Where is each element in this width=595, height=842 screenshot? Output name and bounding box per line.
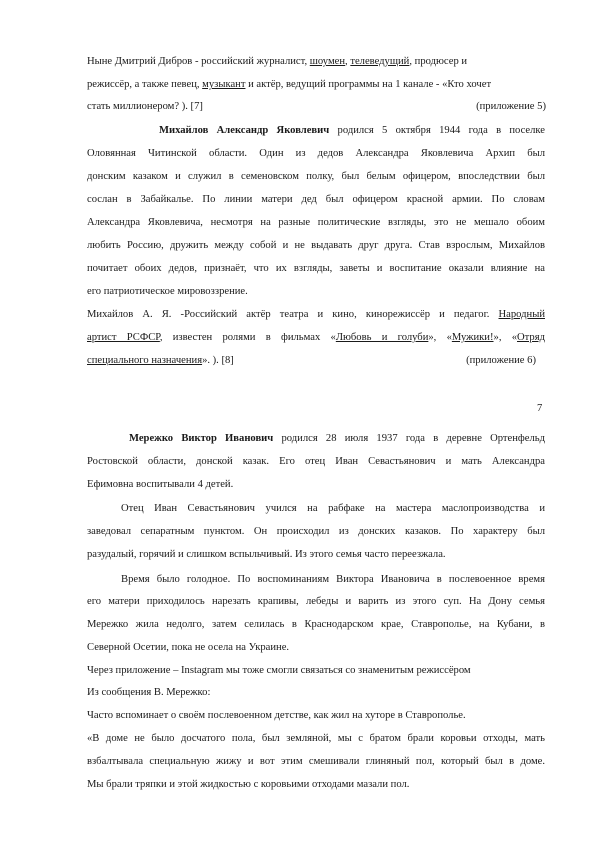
merezhko-p4-line-4: «В доме не было досчатого пола, был земляной, мы с братом брали коровьи отходы, мать [87,733,545,744]
text-fragment: родился 28 июля 1937 года в деревне Ортенфельд [273,433,545,444]
appendix-ref-5: (приложение 5) [476,101,546,112]
merezhko-p2-line-3: разудалый, горячий и слишком вспыльчивый. Из этого семья часто переезжала. [87,549,446,560]
merezhko-line-1 [87,434,545,445]
mikhailov-line-7: почитает обоих дедов, признаёт, что их взгляды, заветы и воспитание оказали влияние на [87,263,545,274]
merezhko-p4-line-6: Мы брали тряпки и этой жидкостью с коровьими отходами мазали пол. [87,779,410,790]
mikhailov-line-2: Оловянная Читинской области. Один из дедов Александра Яковлевича Архип был [87,148,545,159]
text-fragment: родился 5 октября 1944 года в поселке [329,125,545,136]
text-fragment: , [345,56,351,67]
merezhko-p3-line-3: Мережко жила недолго, затем селилась в Краснодарском крае, Ставрополье, на Кубани, в [87,619,545,630]
text-fragment: ». ). [8] [202,355,234,366]
mikhailov-line-6: любить Россию, дружить между собой и не выдавать друг друга. Став взрослым, Михайлов [87,240,545,251]
mikhailov-line-8: его патриотическое мировоззрение. [87,286,248,297]
mikhailov-line-4: сослан в Забайкалье. По линии матери дед был офицером красной армии. По словам [87,194,545,205]
text-fragment: Михайлов А. Я. -Российский актёр театра и кино, кинорежиссёр и педагог. [87,309,499,320]
text-fragment: », « [493,332,518,343]
merezhko-p4-line-3: Часто вспоминает о своём послевоенном детстве, как жил на хуторе в Ставрополье. [87,710,466,721]
link-film-special-purpose[interactable]: специального назначения [87,355,203,366]
link-film-muzhiki[interactable]: Мужики! [451,332,494,343]
text-fragment: стать миллионером? ). [7] [87,101,203,112]
mikhailov-line-9 [87,310,545,321]
link-tv-host[interactable]: телеведущий [350,56,410,67]
text-fragment: , продюсер и [409,56,468,67]
merezhko-p4-line-1: Через приложение – Instagram мы тоже смогли связаться со знаменитым режиссёром [87,665,471,676]
link-peoples-artist[interactable]: Народный [498,309,545,320]
merezhko-line-2: Ростовской области, донской казак. Его отец Иван Севастьянович и мать Александра [87,456,545,467]
dobrov-line-2 [87,80,491,91]
person-name-merezhko: Мережко Виктор Иванович [129,433,274,444]
text-fragment: », « [428,332,452,343]
mikhailov-line-1 [87,126,545,137]
text-fragment: и актёр, ведущий программы на 1 канале - «Кто хочет [245,79,492,90]
dobrov-line-3 [87,102,546,113]
merezhko-p2-line-2: заведовал сепаратным пунктом. Он происходил из донских казаков. По характеру был [87,526,545,537]
link-artist-rsfsr[interactable]: артист РСФСР [87,332,160,343]
mikhailov-line-5: Александра Яковлевича, несмотря на разные политические взгляды, это не мешало обоим [87,217,545,228]
merezhko-p2-line-1: Отец Иван Севастьянович учился на рабфаке на мастера маслопроизводства и [121,503,545,514]
mikhailov-line-3: донским казаком и служил в семеновском полку, был белым офицером, впоследствии был [87,171,545,182]
merezhko-line-3: Ефимовна воспитывали 4 детей. [87,479,234,490]
merezhko-p3-line-4: Северной Осетии, пока не осела на Украине. [87,642,290,653]
mikhailov-line-11 [87,356,546,367]
merezhko-p3-line-2: его матери приходилось нарезать крапивы, лебеды и варить из этого суп. На Дону семья [87,596,545,607]
person-name-mikhailov: Михайлов Александр Яковлевич [159,125,330,136]
merezhko-p4-line-2: Из сообщения В. Мережко: [87,687,211,698]
merezhko-p3-line-1: Время было голодное. По воспоминаниям Виктора Ивановича в послевоенное время [121,574,545,585]
link-film-special-squad[interactable]: Отряд [517,332,545,343]
page-number: 7 [537,403,543,414]
mikhailov-line-10 [87,333,545,344]
link-musician[interactable]: музыкант [202,79,246,90]
merezhko-p4-line-5: взбалтывала специальную жижу и вот этим смешивали глиняный пол, который был в доме. [87,756,545,767]
link-film-love-and-doves[interactable]: Любовь и голуби [335,332,429,343]
text-fragment: , известен ролями в фильмах « [159,332,336,343]
text-fragment: режиссёр, а также певец, [87,79,203,90]
link-showman[interactable]: шоумен [309,56,346,67]
text-fragment: Ныне Дмитрий Дибров - российский журналист, [87,56,310,67]
appendix-ref-6: (приложение 6) [466,355,536,366]
dobrov-line-1 [87,57,467,68]
